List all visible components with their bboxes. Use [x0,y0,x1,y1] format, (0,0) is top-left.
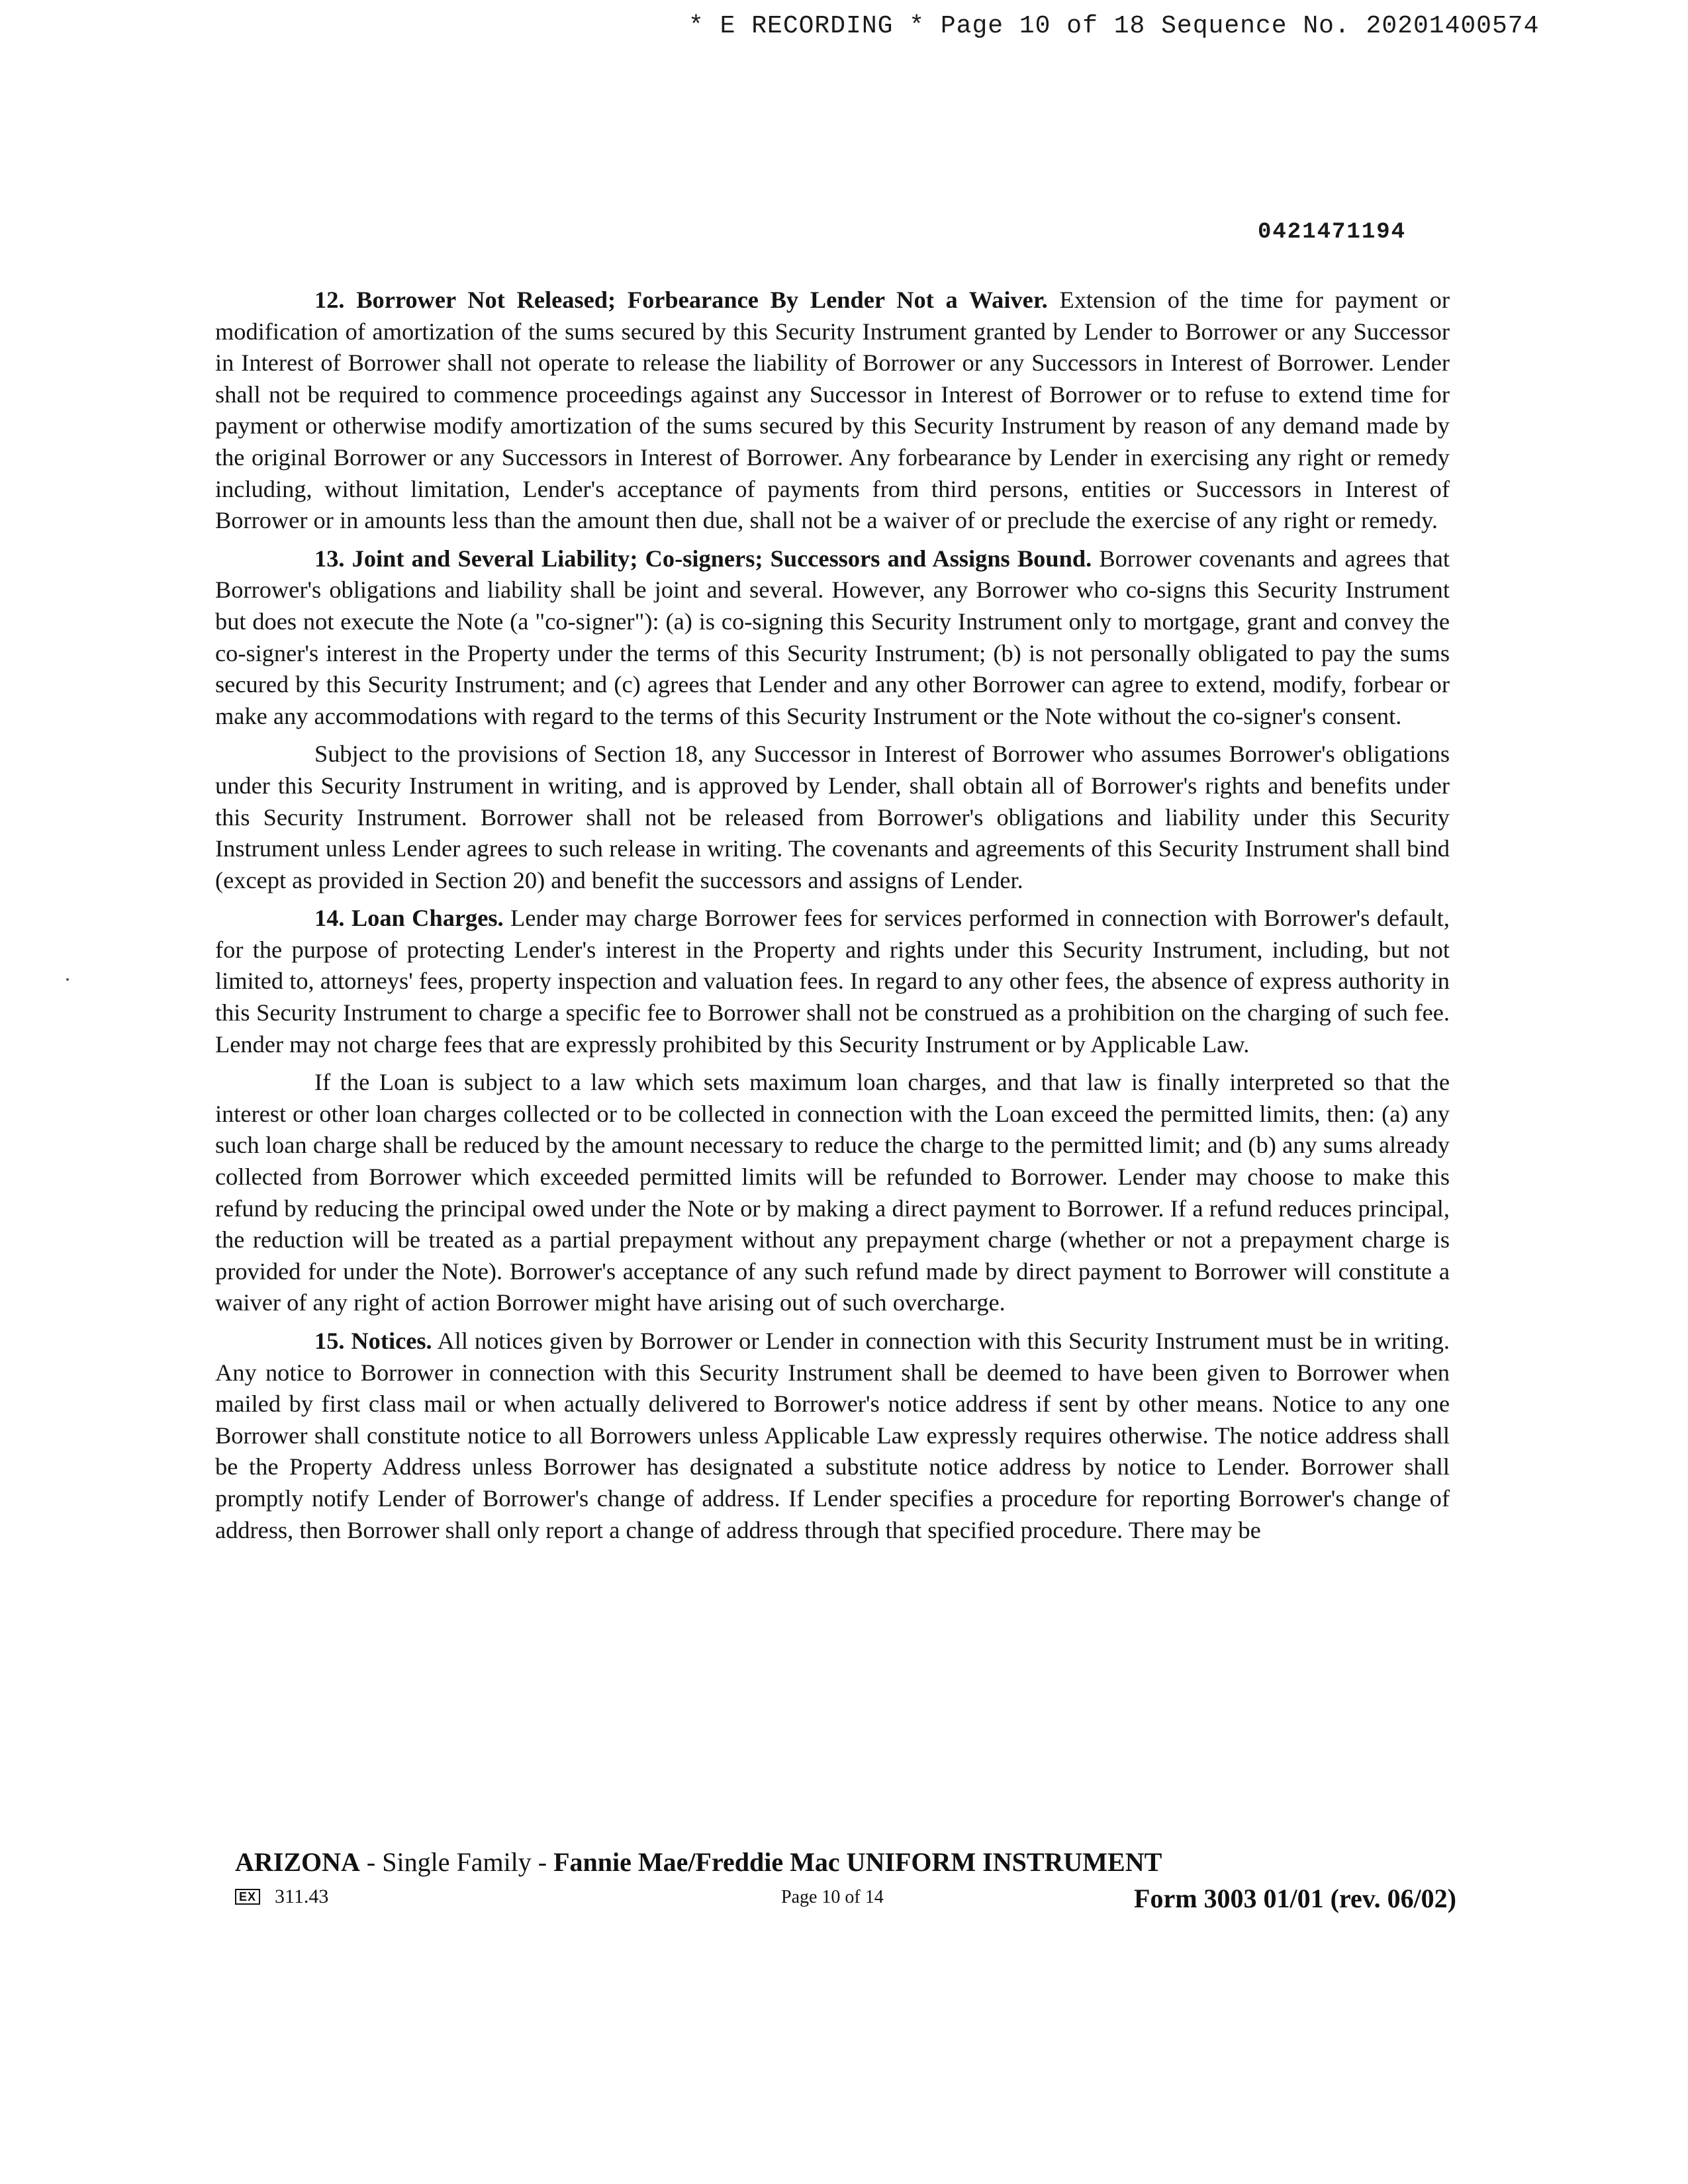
section-13-paragraph [215,543,1450,733]
section-13-text-2: Subject to the provisions of Section 18, any Successor in Interest of Borrower who assumes Borrower's obligations under this Security Instrument in writing, and is approved by Lender, shall obtain all of Borrower's rights and benefits under this Security Instrument. Borrower shall not be released from Borrower's obligations and liability under this Security Instrument unless Lender agrees to such release in writing. The covenants and agreements of this Security Instrument shall bind (except as provided in Section 20) and benefit the successors and assigns of Lender. [215,741,1450,893]
page-number: Page 10 of 14 [781,1887,884,1907]
footer-instrument: Fannie Mae/Freddie Mac UNIFORM INSTRUMENT [553,1847,1162,1877]
section-14-text: Lender may charge Borrower fees for services performed in connection with Borrower's default, for the purpose of protecting Lender's interest in the Property and rights under this Security Instrument, including, but not limited to, attorneys' fees, property inspection and valuation fees. In regard to any other fees, the absence of express authority in this Security Instrument to charge a specific fee to Borrower shall not be construed as a prohibition on the charging of such fee. Lender may not charge fees that are expressly prohibited by this Security Instrument or by Applicable Law. [215,905,1450,1058]
footer-state: ARIZONA [235,1847,360,1877]
footer-family-type: - Single Family - [359,1847,554,1877]
footer-title [235,1846,1162,1878]
ellie-mae-ex-icon: EX [235,1889,260,1905]
section-14-heading: 14. Loan Charges. [314,905,504,932]
section-13-paragraph-2 [215,739,1450,896]
form-code [235,1886,328,1908]
section-13-text: Borrower covenants and agrees that Borrower's obligations and liability shall be joint and several. However, any Borrower who co-signs this Security Instrument but does not execute the Note (a "co-signer"): (a) is co-signing this Security Instrument only to mortgage, grant and convey the co-signer's interest in the Property under the terms of this Security Instrument; (b) is not personally obligated to pay the sums secured by this Security Instrument; and (c) agrees that Lender and any other Borrower can agree to extend, modify, forbear or make any accommodations with regard to the terms of this Security Instrument or the Note without the co-signer's consent. [215,545,1450,729]
section-12-heading: 12. Borrower Not Released; Forbearance By Lender Not a Waiver. [314,287,1048,313]
scan-speck [66,978,69,981]
form-id: Form 3003 01/01 (rev. 06/02) [1134,1884,1456,1913]
recording-header: * E RECORDING * Page 10 of 18 Sequence No. 20201400574 [688,12,1540,40]
section-15-text: All notices given by Borrower or Lender in connection with this Security Instrument must be in writing. Any notice to Borrower in connection with this Security Instrument shall be deemed to have been given to Borrower when mailed by first class mail or when actually delivered to Borrower's notice address if sent by other means. Notice to any one Borrower shall constitute notice to all Borrowers unless Applicable Law expressly requires otherwise. The notice address shall be the Property Address unless Borrower has designated a substitute notice address by notice to Lender. Borrower shall promptly notify Lender of Borrower's change of address. If Lender specifies a procedure for reporting Borrower's change of address, then Borrower shall only report a change of address through that specified procedure. There may be [215,1328,1450,1543]
section-15-paragraph [215,1326,1450,1546]
section-13-heading: 13. Joint and Several Liability; Co-signers; Successors and Assigns Bound. [314,545,1092,572]
document-body [215,285,1450,1553]
section-12-text: Extension of the time for payment or modification of amortization of the sums secured by this Security Instrument granted by Lender to Borrower or any Successor in Interest of Borrower shall not operate to release the liability of Borrower or any Successors in Interest of Borrower. Lender shall not be required to commence proceedings against any Successor in Interest of Borrower or to refuse to extend time for payment or otherwise modify amortization of the sums secured by this Security Instrument by reason of any demand made by the original Borrower or any Successors in Interest of Borrower. Any forbearance by Lender in exercising any right or remedy including, without limitation, Lender's acceptance of payments from third persons, entities or Successors in Interest of Borrower or in amounts less than the amount then due, shall not be a waiver of or preclude the exercise of any right or remedy. [215,287,1450,534]
section-14-paragraph-2 [215,1067,1450,1319]
section-15-heading: 15. Notices. [314,1328,432,1354]
form-code-number: 311.43 [275,1886,329,1907]
section-14-paragraph [215,903,1450,1060]
footer-row [235,1883,1456,1916]
section-14-text-2: If the Loan is subject to a law which sets maximum loan charges, and that law is finally interpreted so that the interest or other loan charges collected or to be collected in connection with the Loan exceed the permitted limits, then: (a) any such loan charge shall be reduced by the amount necessary to reduce the charge to the permitted limit; and (b) any sums already collected from Borrower which exceeded permitted limits will be refunded to Borrower. Lender may choose to make this refund by reducing the principal owed under the Note or by making a direct payment to Borrower. If a refund reduces principal, the reduction will be treated as a partial prepayment without any prepayment charge (whether or not a prepayment charge is provided for under the Note). Borrower's acceptance of any such refund made by direct payment to Borrower will constitute a waiver of any right of action Borrower might have arising out of such overcharge. [215,1069,1450,1316]
loan-number: 0421471194 [1258,220,1407,245]
section-12-paragraph [215,285,1450,537]
